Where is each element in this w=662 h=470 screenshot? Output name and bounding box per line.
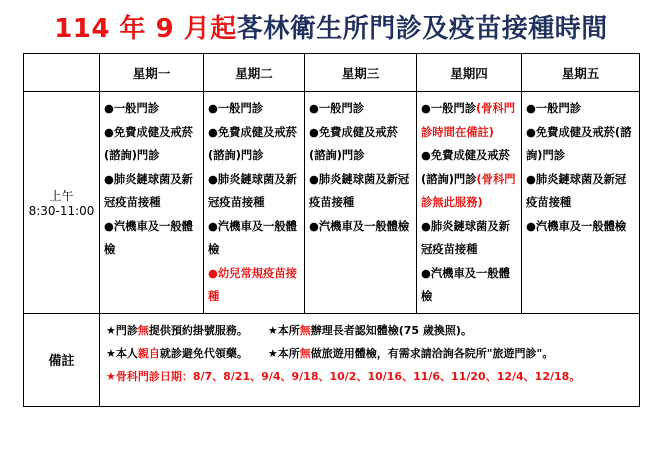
header-row (24, 54, 640, 92)
monday-item: ●免費成健及戒菸(諮詢)門診 (104, 125, 193, 162)
tuesday-item: ●一般門診 (208, 102, 264, 115)
header-tuesday: 星期二 (204, 54, 305, 92)
notes-line-2 (106, 342, 633, 365)
friday-item: ●汽機車及一般體檢 (526, 219, 627, 233)
morning-row (24, 92, 640, 314)
notes-ortho-dates: ★骨科門診日期：8/7、8/21、9/4、9/18、10/2、10/16、11/6、11/20、12/4、12/18。 (106, 369, 581, 383)
note-text: 辦理長者認知體檢(75 歲換照)。 (310, 323, 472, 337)
tuesday-services (204, 92, 305, 314)
friday-item: ●肺炎鏈球菌及新冠疫苗接種 (526, 172, 627, 209)
note-highlight: 無 (137, 323, 149, 337)
session-label (24, 92, 100, 314)
note-text: 做旅遊用體檢，有需求請洽詢各院所"旅遊門診"。 (310, 346, 554, 360)
notes-label: 備註 (24, 313, 100, 406)
session-time: 8:30-11:00 (28, 203, 95, 218)
header-thursday: 星期四 (417, 54, 522, 92)
header-friday: 星期五 (522, 54, 640, 92)
tuesday-item: ●免費成健及戒菸(諮詢)門診 (208, 125, 297, 162)
header-monday: 星期一 (100, 54, 204, 92)
note-text: ★門診 (106, 323, 138, 337)
thursday-general (421, 97, 518, 144)
thursday-vaccine: ●肺炎鏈球菌及新冠疫苗接種 (421, 219, 510, 256)
title-date: 114 年 9 月起 (54, 14, 237, 44)
thursday-services (417, 92, 522, 314)
tuesday-item: ●肺炎鏈球菌及新冠疫苗接種 (208, 172, 297, 209)
monday-item: ●肺炎鏈球菌及新冠疫苗接種 (104, 172, 193, 209)
note-highlight: 無 (299, 346, 311, 360)
note-highlight: 親自 (137, 346, 160, 360)
friday-item: ●免費成健及戒菸(諮詢)門診 (526, 125, 632, 162)
wednesday-item: ●肺炎鏈球菌及新冠疫苗接種 (309, 172, 410, 209)
thursday-health-note: (骨科門診無此服務) (421, 172, 516, 209)
thursday-health-label: ●免費成健及戒菸(諮詢)門診 (421, 149, 510, 186)
monday-item: ●一般門診 (104, 102, 160, 115)
note-text: ★本所 (267, 346, 300, 360)
title-text: 茖林衛生所門診及疫苗接種時間 (236, 14, 608, 44)
note-highlight: 無 (299, 323, 311, 337)
wednesday-item: ●汽機車及一般體檢 (309, 219, 410, 233)
thursday-health (421, 144, 518, 215)
notes-content (100, 313, 640, 406)
header-corner (24, 54, 100, 92)
note-text: ★本人 (106, 346, 138, 360)
note-text: ★本所 (267, 323, 300, 337)
notes-line-1 (106, 319, 633, 342)
friday-services (522, 92, 640, 314)
thursday-exam: ●汽機車及一般體檢 (421, 266, 510, 303)
tuesday-item: ●汽機車及一般體檢 (208, 219, 297, 256)
header-wednesday: 星期三 (305, 54, 417, 92)
wednesday-item: ●一般門診 (309, 102, 365, 115)
tuesday-child-vaccine: ●幼兒常規疫苗接種 (208, 266, 297, 303)
wednesday-services (305, 92, 417, 314)
monday-item: ●汽機車及一般體檢 (104, 219, 193, 256)
monday-services (100, 92, 204, 314)
page-title (0, 12, 662, 46)
friday-item: ●一般門診 (526, 102, 582, 115)
wednesday-item: ●免費成健及戒菸(諮詢)門診 (309, 125, 398, 162)
schedule-table (23, 53, 640, 407)
notes-row (24, 313, 640, 406)
thursday-general-note: (骨科門診時間在備註) (421, 102, 516, 139)
note-text: 提供預約掛號服務。 (148, 323, 248, 337)
note-text: 就診避免代領藥。 (159, 346, 248, 360)
session-period: 上午 (49, 188, 74, 203)
thursday-general-label: ●一般門診 (421, 102, 477, 115)
